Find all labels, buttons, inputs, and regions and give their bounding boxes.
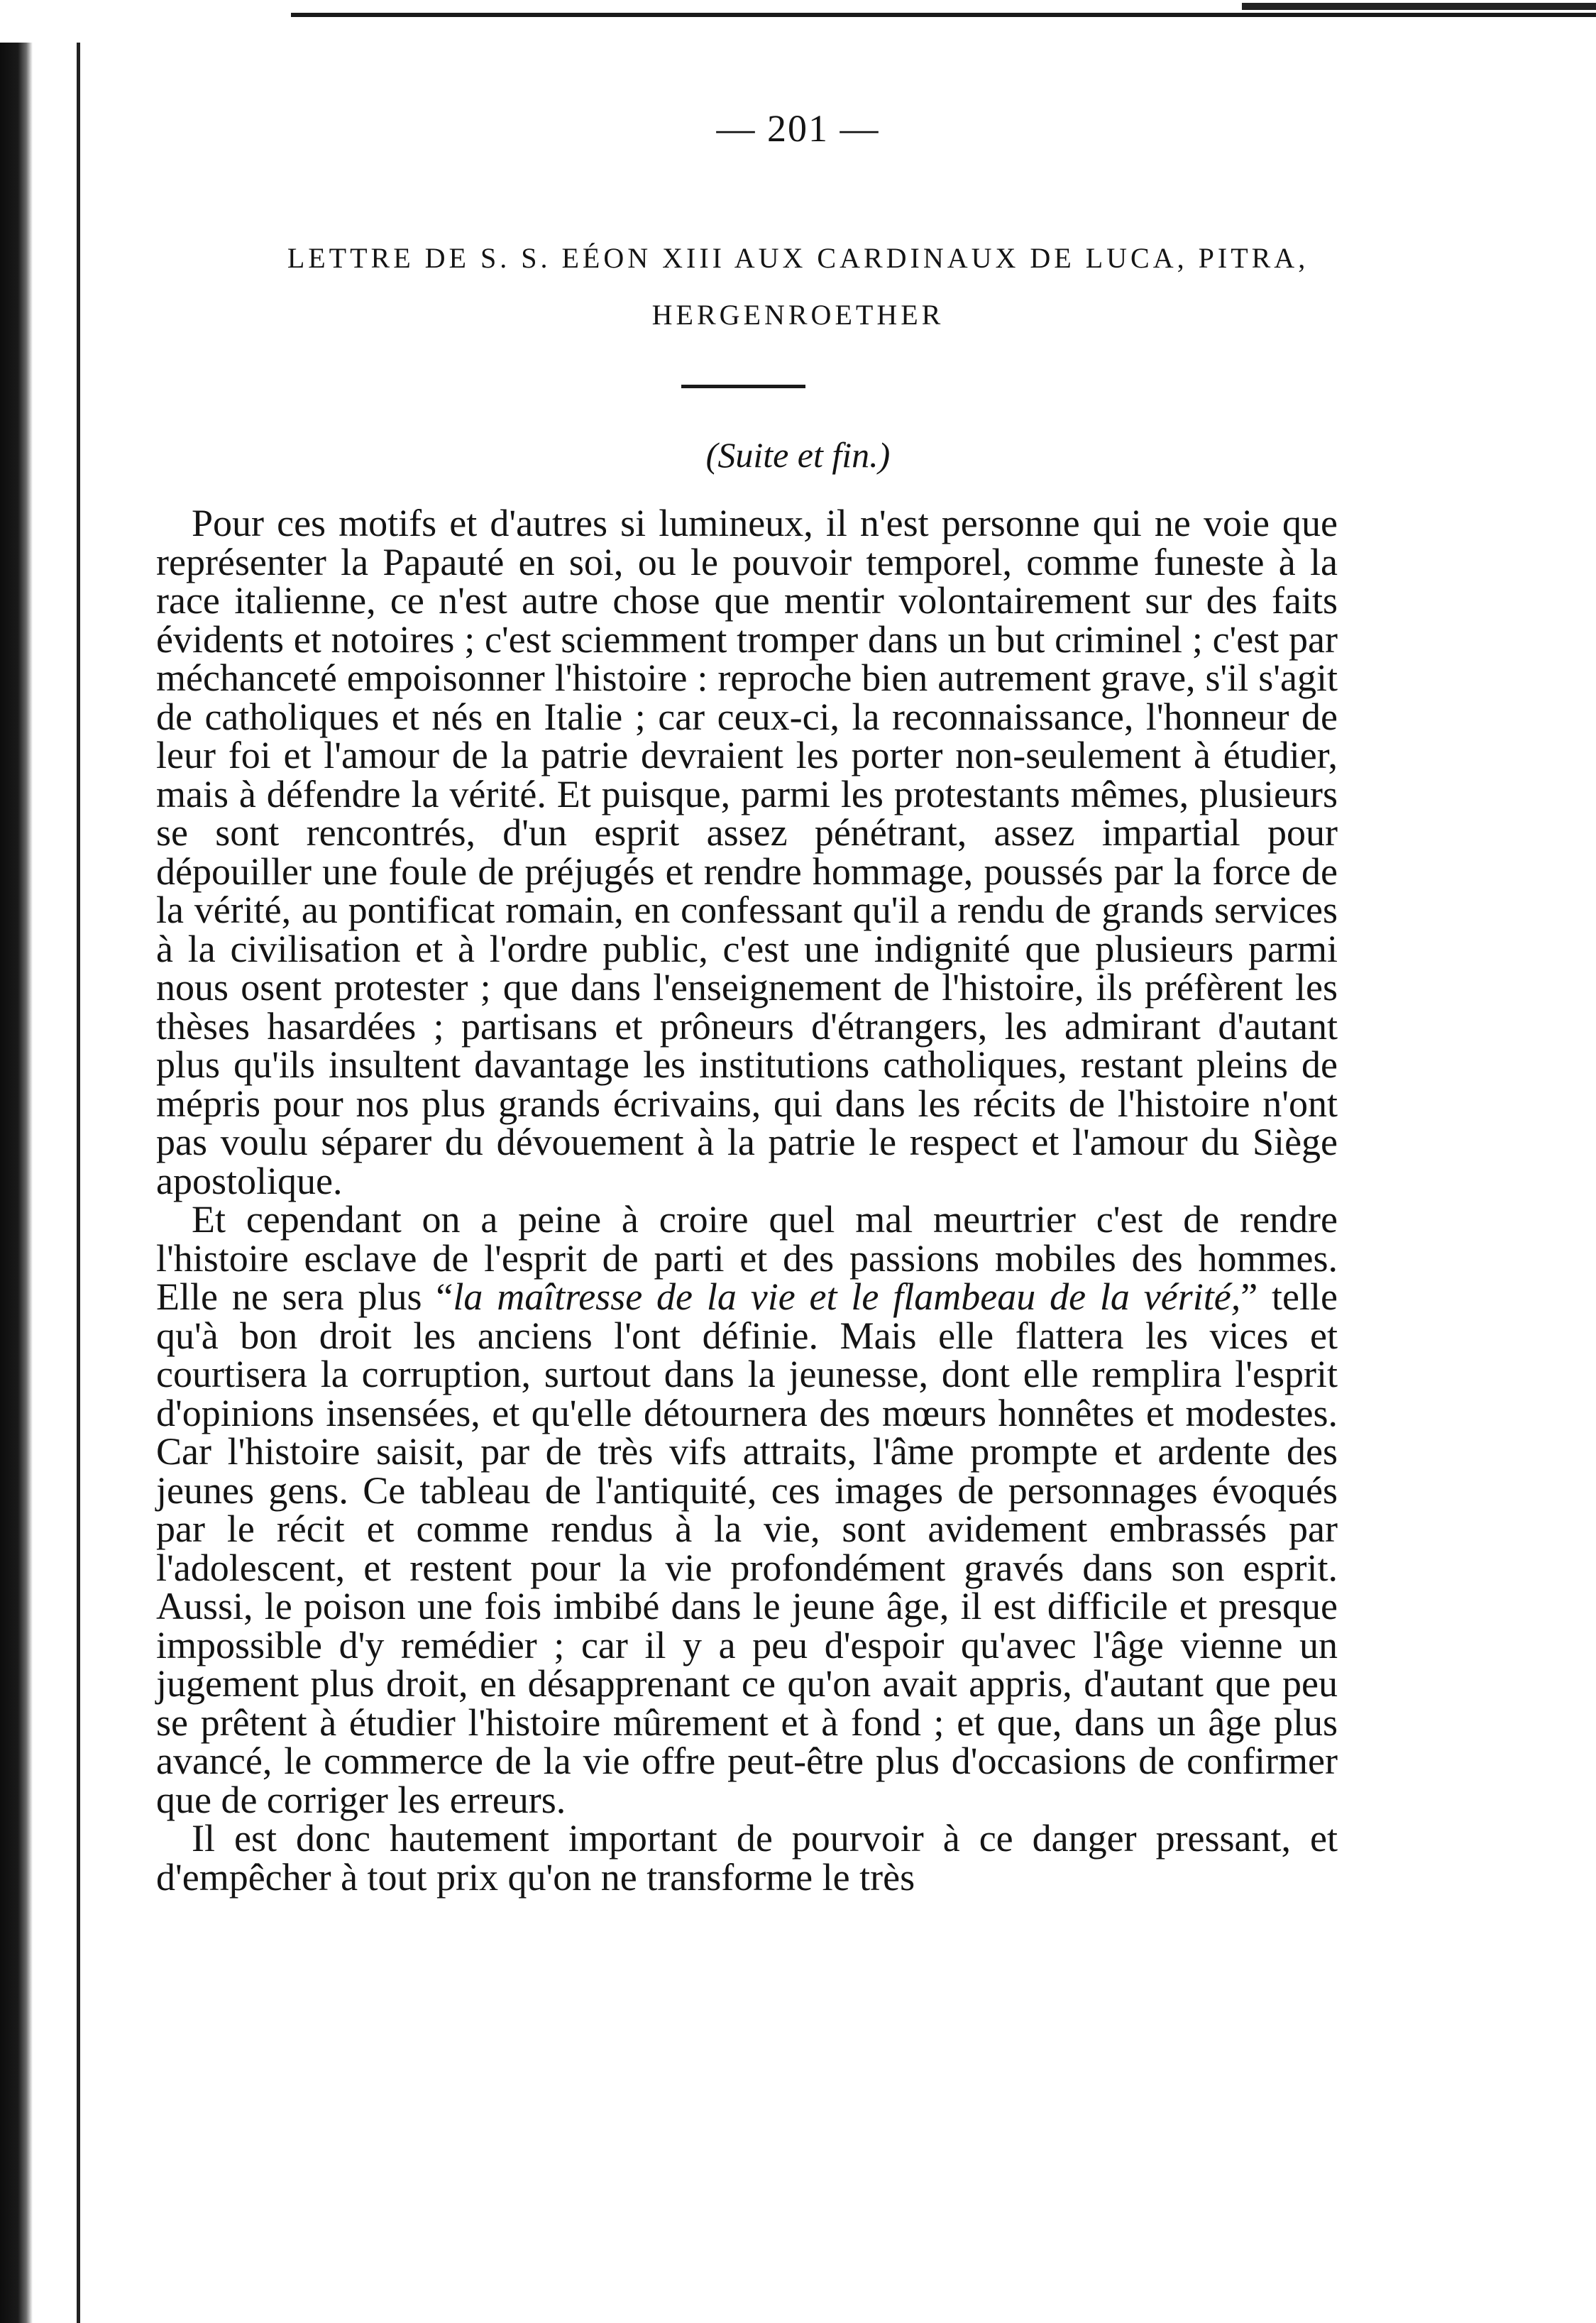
body-text bbox=[156, 502, 1338, 1899]
scan-top-rule-dark bbox=[1242, 3, 1596, 10]
letter-title-line-2: HERGENROETHER bbox=[651, 299, 945, 331]
title-rule bbox=[681, 385, 805, 388]
paragraph-1: Pour ces motifs et d'autres si lumineux, il n'est personne qui ne voie que représenter la Papauté en soi, ou le pouvoir temporel, comme funeste à la race italienne, ce n'est autre chose que mentir volontairement sur des faits évidents et notoires ; c'est sciemment tromper dans un but criminel ; c'est par méchanceté empoisonner l'histoire : reproche bien autrement grave, s'il s'agit de catholiques et nés en Italie ; car ceux-ci, la reconnaissance, l'honneur de leur foi et l'amour de la patrie devraient les porter non-seulement à étudier, mais à défendre la vérité. Et puisque, parmi les protestants mêmes, plusieurs se sont rencontrés, d'un esprit assez pénétrant, assez impartial pour dépouiller une foule de préjugés et rendre hommage, poussés par la force de la vérité, au pontificat romain, en confessant qu'il a rendu de grands services à la civilisation et à l'ordre public, c'est une indignité que plusieurs parmi nous osent protester ; que dans l'enseignement de l'histoire, ils préfèrent les thèses hasardées ; partisans et prôneurs d'étrangers, les admirant d'autant plus qu'ils insultent davantage les institutions catholiques, restant pleins de mépris pour nos plus grands écrivains, qui dans les récits de l'histoire n'ont pas voulu séparer du dévouement à la patrie le respect et l'amour du Siège apostolique. bbox=[156, 502, 1338, 1202]
page-number: — 201 — bbox=[716, 107, 880, 150]
letter-title-line-1: LETTRE DE S. S. EÉON XIII AUX CARDINAUX DE LUCA, PITRA, bbox=[287, 242, 1309, 274]
paragraph-2 bbox=[156, 1200, 1338, 1819]
scan-top-rule bbox=[291, 13, 1596, 17]
scan-left-edge bbox=[0, 43, 33, 2323]
scan-left-edge-line bbox=[77, 43, 80, 2323]
paragraph-2-quote: la maîtresse de la vie et le flambeau de la vérité, bbox=[453, 1275, 1241, 1318]
paragraph-3: Il est donc hautement important de pourvoir à ce danger pressant, et d'empêcher à tout prix qu'on ne transforme le très bbox=[156, 1817, 1338, 1899]
paragraph-2-end: ” telle qu'à bon droit les anciens l'ont définie. Mais elle flattera les vices et courtisera la corruption, surtout dans la jeunesse, dont elle remplira l'esprit d'opinions insensées, et qu'elle détournera des mœurs honnêtes et modestes. Car l'histoire saisit, par de très vifs attraits, l'âme prompte et ardente des jeunes gens. Ce tableau de l'antiquité, ces images de personnages évoqués par le récit et comme rendus à la vie, sont avidement embrassés par l'adolescent, et restent pour la vie profondément gravés dans son esprit. Aussi, le poison une fois imbibé dans le jeune âge, il est difficile et presque impossible d'y remédier ; car il y a peu d'espoir qu'avec l'âge vienne un jugement plus droit, en désapprenant ce qu'on avait appris, d'autant que peu se prêtent à étudier l'histoire mûrement et à fond ; et que, dans un âge plus avancé, le commerce de la vie offre peut-être plus d'occasions de confirmer que de corriger les erreurs. bbox=[156, 1275, 1338, 1821]
paragraph-2-start: Et cependant on a peine à croire quel mal meurtrier c'est de rendre l'histoire esclave de l'esprit de parti et des passions mobiles des hommes. Elle ne sera plus “ bbox=[156, 1198, 1338, 1318]
subtitle: (Suite et fin.) bbox=[705, 435, 891, 475]
